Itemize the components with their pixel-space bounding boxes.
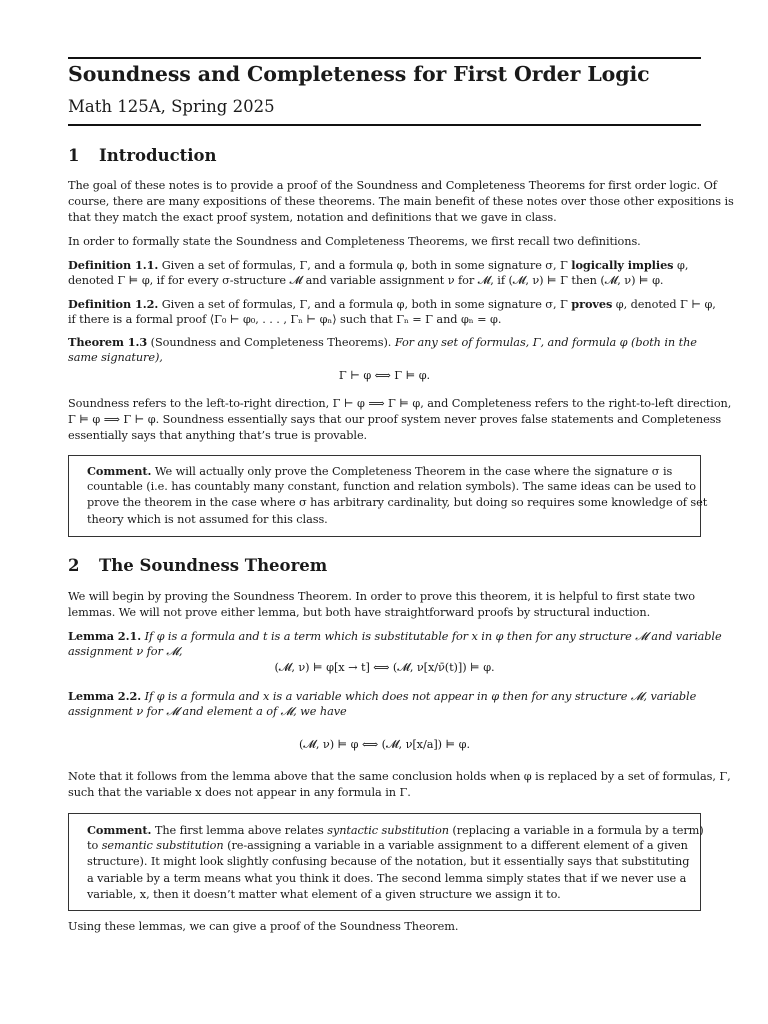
text-line: to semantic substitution (re-assigning a variable in a variable assignment to a different element of a given	[87, 839, 688, 853]
text-line: variable, x, then it doesn’t matter what element of a given structure we assign it to.	[87, 887, 561, 901]
section-title: The Soundness Theorem	[99, 556, 328, 575]
text-line: In order to formally state the Soundness and Completeness Theorems, we first recall two definitions.	[68, 235, 641, 248]
text-line: The goal of these notes is to provide a proof of the Soundness and Completeness Theorems for first order logic. Of	[68, 179, 717, 192]
text-line: Comment. The first lemma above relates syntactic substitution (replacing a variable in a formula by a term)	[87, 823, 704, 837]
text-line: Note that it follows from the lemma above that the same conclusion holds when φ is replaced by a set of formulas, Γ,	[68, 770, 731, 783]
paragraph-closing	[68, 919, 701, 935]
text-line: countable (i.e. has countably many constant, function and relation symbols). The same ideas can be used to	[87, 480, 696, 494]
display-equation: Γ ⊢ φ ⟺ Γ ⊨ φ.	[338, 369, 431, 383]
definition-1-1	[68, 257, 701, 289]
defined-term: logically implies	[571, 258, 674, 272]
section-1-heading	[68, 146, 217, 165]
text-line: course, there are many expositions of these theorems. The main benefit of these notes over those other expositions is	[68, 195, 734, 209]
text-line: theory which is not assumed for this class.	[87, 512, 328, 526]
text-line: Soundness refers to the left-to-right direction, Γ ⊢ φ ⟹ Γ ⊨ φ, and Completeness refers to the right-to-left direction,	[68, 397, 732, 410]
text-line: Lemma 2.1. If φ is a formula and t is a term which is substitutable for x in φ then for any structure 𝓜 and variable	[68, 629, 722, 643]
comment-box-1	[68, 455, 708, 537]
top-rule	[68, 57, 701, 59]
paragraph-lemma-note	[68, 769, 731, 801]
paragraph-intro	[68, 178, 734, 227]
display-equation: (𝓜, ν) ⊨ φ ⟺ (𝓜, ν[x/a]) ⊨ φ.	[298, 738, 471, 752]
theorem-1-3	[68, 334, 701, 385]
text-line: Comment. We will actually only prove the Completeness Theorem in the case where the signature σ is	[87, 464, 673, 478]
document-subtitle: Math 125A, Spring 2025	[68, 97, 275, 116]
section-title: Introduction	[99, 146, 217, 165]
paragraph-soundness-completeness	[68, 396, 732, 445]
comment-label: Comment.	[87, 464, 152, 478]
header-rule	[68, 124, 701, 126]
definition-label: Definition 1.1.	[68, 258, 159, 272]
paragraph-soundness-intro	[68, 589, 701, 621]
text-line: assignment ν for 𝓜,	[68, 645, 183, 659]
text-line: such that the variable x does not appear in any formula in Γ.	[68, 786, 411, 800]
comment-box-2	[68, 813, 704, 911]
text-line: if there is a formal proof ⟨Γ₀ ⊢ φ₀, . . . , Γₙ ⊢ φₙ⟩ such that Γₙ = Γ and φₙ = φ.	[68, 313, 502, 327]
text-line: Using these lemmas, we can give a proof of the Soundness Theorem.	[68, 920, 459, 933]
text-line: lemmas. We will not prove either lemma, but both have straightforward proofs by structural induction.	[68, 606, 651, 620]
comment-label: Comment.	[87, 823, 152, 837]
section-number: 1	[68, 146, 80, 165]
text-line: We will begin by proving the Soundness Theorem. In order to prove this theorem, it is helpful to first state two	[68, 590, 696, 603]
text-line: that they match the exact proof system, notation and definitions that we gave in class.	[68, 211, 557, 225]
text-line: prove the theorem in the case where σ has arbitrary cardinality, but doing so requires some knowledge of set	[87, 496, 708, 510]
text-line: same signature),	[68, 351, 163, 365]
display-equation: (𝓜, ν) ⊨ φ[x → t] ⟺ (𝓜, ν[x/ν̄(t)]) ⊨ φ.	[274, 661, 495, 675]
text-line: assignment ν for 𝓜 and element a of 𝓜, we have	[68, 705, 347, 719]
lemma-2-1	[68, 628, 722, 677]
lemma-label: Lemma 2.2.	[68, 689, 142, 703]
text-line: Definition 1.1. Given a set of formulas, Γ, and a formula φ, both in some signature σ, Γ logically implies φ,	[68, 258, 689, 272]
defined-term: proves	[571, 297, 613, 311]
text-line: Lemma 2.2. If φ is a formula and x is a variable which does not appear in φ then for any structure 𝓜, variable	[68, 689, 697, 703]
paragraph-recall	[68, 234, 701, 250]
lemma-2-2	[68, 688, 701, 754]
text-line: Theorem 1.3 (Soundness and Completeness Theorems). For any set of formulas, Γ, and formula φ (both in the	[68, 335, 697, 349]
text-line: essentially says that anything that’s true is provable.	[68, 429, 368, 443]
text-line: denoted Γ ⊨ φ, if for every σ-structure 𝓜 and variable assignment ν for 𝓜, if (𝓜, ν) ⊨ Γ then (𝓜, ν) ⊨ φ.	[68, 274, 664, 288]
theorem-label: Theorem 1.3	[68, 335, 148, 349]
text-line: a variable by a term means what you think it does. The second lemma simply states that if we never use a	[87, 871, 687, 885]
lemma-label: Lemma 2.1.	[68, 629, 142, 643]
section-2-heading	[68, 556, 327, 575]
text-line: structure). It might look slightly confusing because of the notation, but it essentially says that substituting	[87, 855, 690, 869]
section-number: 2	[68, 556, 80, 575]
definition-1-2	[68, 296, 716, 328]
definition-label: Definition 1.2.	[68, 297, 159, 311]
text-line: Definition 1.2. Given a set of formulas, Γ, and a formula φ, both in some signature σ, Γ proves φ, denoted Γ ⊢ φ,	[68, 297, 716, 311]
document-title: Soundness and Completeness for First Order Logic	[68, 62, 650, 86]
text-line: Γ ⊨ φ ⟹ Γ ⊢ φ. Soundness essentially says that our proof system never proves false statements and Completeness	[68, 413, 722, 427]
